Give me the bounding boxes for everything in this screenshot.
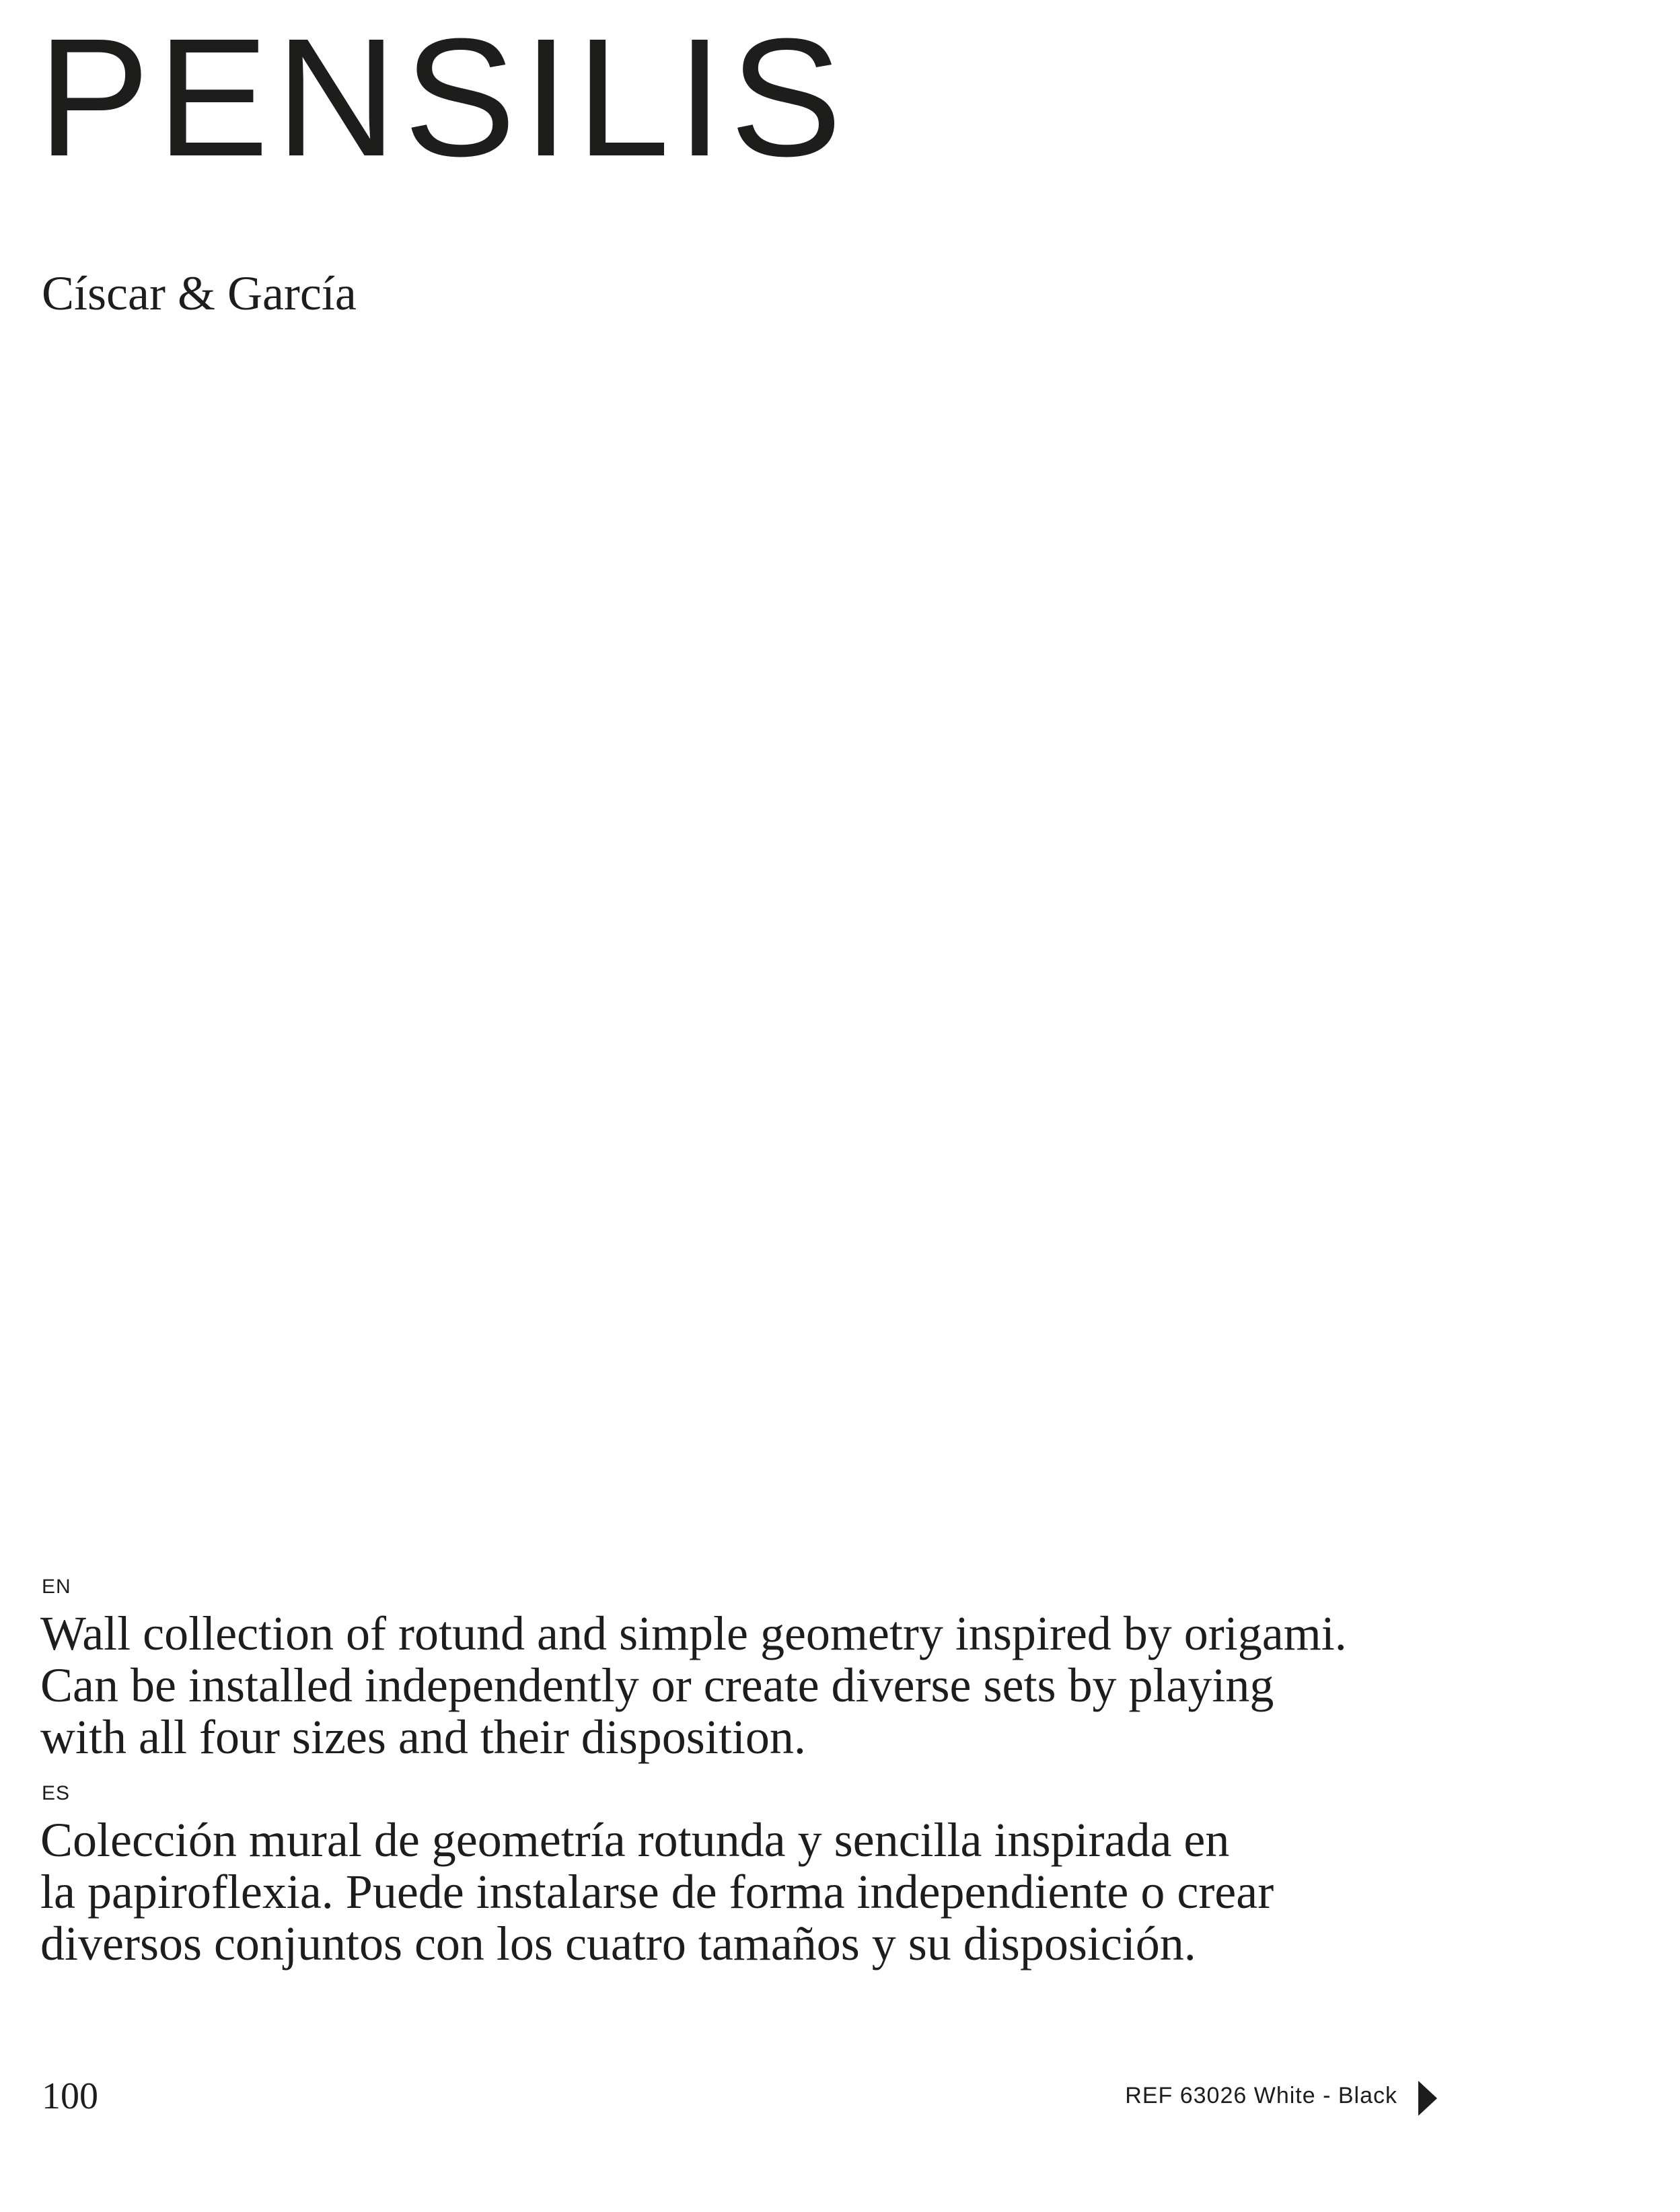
designer-name: Císcar & García <box>42 266 357 320</box>
description-en: Wall collection of rotund and simple geometry inspired by origami. Can be installed independently or create diverse sets by playing with all four sizes and their disposition. <box>40 1607 1347 1764</box>
product-reference: REF 63026 White - Black <box>1125 2083 1397 2108</box>
page-number: 100 <box>42 2075 98 2117</box>
language-label-en: EN <box>42 1576 71 1598</box>
triangle-right-icon[interactable] <box>1418 2081 1437 2116</box>
page-title: PENSILIS <box>38 3 849 191</box>
language-label-es: ES <box>42 1782 71 1804</box>
description-es: Colección mural de geometría rotunda y sencilla inspirada en la papiroflexia. Puede instalarse de forma independiente o crear diversos conjuntos con los cuatro tamaños y su disposición. <box>40 1813 1274 1970</box>
